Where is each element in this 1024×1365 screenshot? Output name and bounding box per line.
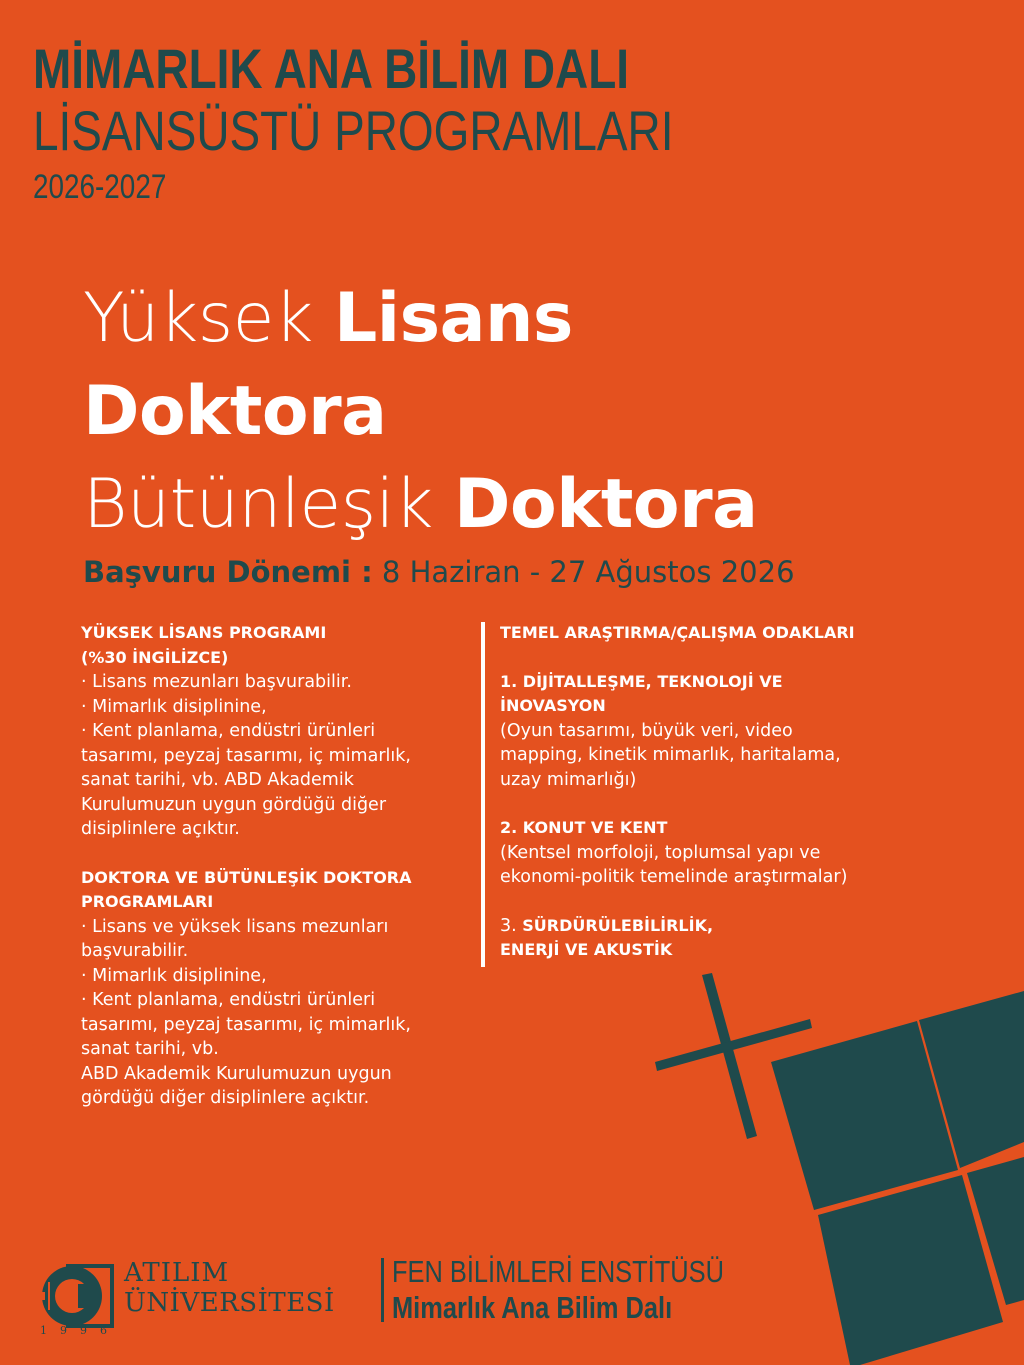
atilim-logo-icon xyxy=(38,1262,116,1332)
focus-1-line: (Oyun tasarımı, büyük veri, video xyxy=(500,720,793,741)
yl-line: · Mimarlık disiplinine, xyxy=(81,696,267,717)
focus-2-line: (Kentsel morfoloji, toplumsal yapı ve xyxy=(500,842,821,863)
dr-subheading: PROGRAMLARI xyxy=(81,892,214,911)
institute-name: FEN BİLİMLERİ ENSTİTÜSÜ xyxy=(392,1254,724,1289)
yl-line: · Kent planlama, endüstri ürünleri xyxy=(81,721,376,741)
yl-line: sanat tarihi, vb. ABD Akademik xyxy=(81,770,354,790)
column-divider xyxy=(481,622,485,967)
focus-heading: TEMEL ARAŞTIRMA/ÇALIŞMA ODAKLARI xyxy=(500,623,855,642)
application-period: Başvuru Dönemi : 8 Haziran - 27 Ağustos 2026 xyxy=(83,555,795,589)
university-name-line2: ÜNİVERSİTESİ xyxy=(124,1288,335,1318)
department-title: MİMARLIK ANA BİLİM DALI xyxy=(33,37,630,100)
focus-2-heading: 2. KONUT VE KENT xyxy=(500,818,668,837)
program-doktora: Doktora xyxy=(83,372,387,451)
dr-line: ABD Akademik Kurulumuzun uygun xyxy=(81,1063,392,1084)
deco-square-3 xyxy=(818,1175,1003,1365)
focus-3-heading: 3. SÜRDÜRÜLEBİLİRLİK, xyxy=(500,915,714,936)
dr-line: sanat tarihi, vb. xyxy=(81,1039,219,1059)
programs-title: LİSANSÜSTÜ PROGRAMLARI xyxy=(33,99,674,162)
research-focus-column xyxy=(500,621,900,963)
founding-year: 1996 xyxy=(40,1324,120,1337)
department-name: Mimarlık Ana Bilim Dalı xyxy=(392,1290,673,1325)
focus-3-heading-cont: ENERJİ VE AKUSTİK xyxy=(500,940,673,959)
academic-year: 2026-2027 xyxy=(33,168,167,206)
dr-line: tasarımı, peyzaj tasarımı, iç mimarlık, xyxy=(81,1014,411,1035)
yl-line: · Lisans mezunları başvurabilir. xyxy=(81,672,352,692)
footer-divider xyxy=(381,1258,384,1322)
header xyxy=(33,38,814,212)
yl-line: Kurulumuzun uygun gördüğü diğer xyxy=(81,794,387,815)
university-name-line1: ATILIM xyxy=(124,1258,230,1288)
dr-line: · Kent planlama, endüstri ürünleri xyxy=(81,990,376,1010)
yl-subheading: (%30 İNGİLİZCE) xyxy=(81,647,229,667)
dr-line: · Mimarlık disiplinine, xyxy=(81,965,267,986)
dr-line: başvurabilir. xyxy=(81,941,189,961)
yl-line: tasarımı, peyzaj tasarımı, iç mimarlık, xyxy=(81,745,411,766)
requirements-column xyxy=(81,621,456,1111)
yl-heading: YÜKSEK LİSANS PROGRAMI xyxy=(81,623,327,642)
focus-1-heading-cont: İNOVASYON xyxy=(500,696,606,715)
program-list xyxy=(83,272,758,551)
focus-1-line: uzay mimarlığı) xyxy=(500,769,637,790)
dr-line: gördüğü diğer disiplinlere açıktır. xyxy=(81,1088,370,1108)
dr-heading: DOKTORA VE BÜTÜNLEŞİK DOKTORA xyxy=(81,867,412,887)
program-yuksek-lisans: Yüksek Lisans xyxy=(83,279,573,358)
focus-2-line: ekonomi-politik temelinde araştırmalar) xyxy=(500,867,848,887)
focus-1-heading: 1. DİJİTALLEŞME, TEKNOLOJİ VE xyxy=(500,671,783,691)
focus-1-line: mapping, kinetik mimarlık, haritalama, xyxy=(500,745,841,765)
program-butunlesik-doktora: Bütünleşik Doktora xyxy=(83,465,758,544)
dr-line: · Lisans ve yüksek lisans mezunları xyxy=(81,916,389,937)
yl-line: disiplinlere açıktır. xyxy=(81,819,240,839)
